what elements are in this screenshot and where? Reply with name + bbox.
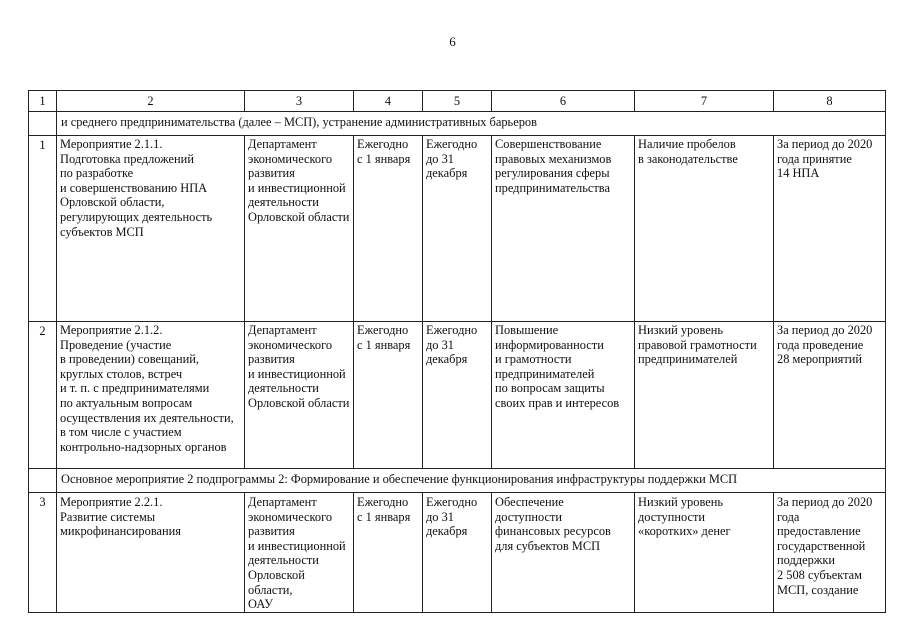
expected-result-cell: Обеспечение доступности финансовых ресурсов для субъектов МСП bbox=[492, 493, 635, 613]
table-row bbox=[29, 136, 886, 322]
activity-cell: Мероприятие 2.1.2. Проведение (участие в проведении) совещаний, круглых столов, встреч и т. п. с предпринимателями по актуальным вопросам осуществления их деятельности, в том числе с участием контрольно-надзорных органов bbox=[57, 322, 245, 469]
empty-cell bbox=[29, 112, 57, 136]
end-date-cell: Ежегодно до 31 декабря bbox=[423, 493, 492, 613]
row-number: 1 bbox=[29, 136, 57, 322]
row-number: 3 bbox=[29, 493, 57, 613]
section-title: и среднего предпринимательства (далее – МСП), устранение административных барьеров bbox=[57, 112, 886, 136]
section-header-row bbox=[29, 469, 886, 493]
expected-result-cell: Повышение информированности и грамотности предпринимателей по вопросам защиты своих прав и интересов bbox=[492, 322, 635, 469]
start-date-cell: Ежегодно с 1 января bbox=[354, 322, 423, 469]
column-number-7: 7 bbox=[635, 91, 774, 112]
problem-cell: Наличие пробелов в законодательстве bbox=[635, 136, 774, 322]
section-title: Основное мероприятие 2 подпрограммы 2: Формирование и обеспечение функционирования инфраструктуры поддержки МСП bbox=[57, 469, 886, 493]
column-number-2: 2 bbox=[57, 91, 245, 112]
column-number-8: 8 bbox=[774, 91, 886, 112]
indicator-cell: За период до 2020 года предоставление государственной поддержки 2 508 субъектам МСП, создание bbox=[774, 493, 886, 613]
column-number-6: 6 bbox=[492, 91, 635, 112]
activity-cell: Мероприятие 2.2.1. Развитие системы микрофинансирования bbox=[57, 493, 245, 613]
start-date-cell: Ежегодно с 1 января bbox=[354, 493, 423, 613]
problem-cell: Низкий уровень доступности «коротких» денег bbox=[635, 493, 774, 613]
start-date-cell: Ежегодно с 1 января bbox=[354, 136, 423, 322]
table-row bbox=[29, 493, 886, 613]
executor-cell: Департамент экономического развития и инвестиционной деятельности Орловской области, ОАУ bbox=[245, 493, 354, 613]
end-date-cell: Ежегодно до 31 декабря bbox=[423, 136, 492, 322]
column-number-1: 1 bbox=[29, 91, 57, 112]
page-number: 6 bbox=[449, 34, 456, 49]
indicator-cell: За период до 2020 года проведение 28 мероприятий bbox=[774, 322, 886, 469]
section-continuation-row bbox=[29, 112, 886, 136]
column-number-4: 4 bbox=[354, 91, 423, 112]
column-number-5: 5 bbox=[423, 91, 492, 112]
table-row bbox=[29, 322, 886, 469]
table-header-row bbox=[29, 91, 886, 112]
row-number: 2 bbox=[29, 322, 57, 469]
executor-cell: Департамент экономического развития и инвестиционной деятельности Орловской области bbox=[245, 136, 354, 322]
problem-cell: Низкий уровень правовой грамотности предпринимателей bbox=[635, 322, 774, 469]
empty-cell bbox=[29, 469, 57, 493]
end-date-cell: Ежегодно до 31 декабря bbox=[423, 322, 492, 469]
executor-cell: Департамент экономического развития и инвестиционной деятельности Орловской области bbox=[245, 322, 354, 469]
indicator-cell: За период до 2020 года принятие 14 НПА bbox=[774, 136, 886, 322]
activity-cell: Мероприятие 2.1.1. Подготовка предложений по разработке и совершенствованию НПА Орловской области, регулирующих деятельность субъектов МСП bbox=[57, 136, 245, 322]
expected-result-cell: Совершенствование правовых механизмов регулирования сферы предпринимательства bbox=[492, 136, 635, 322]
column-number-3: 3 bbox=[245, 91, 354, 112]
activities-table bbox=[28, 90, 886, 613]
